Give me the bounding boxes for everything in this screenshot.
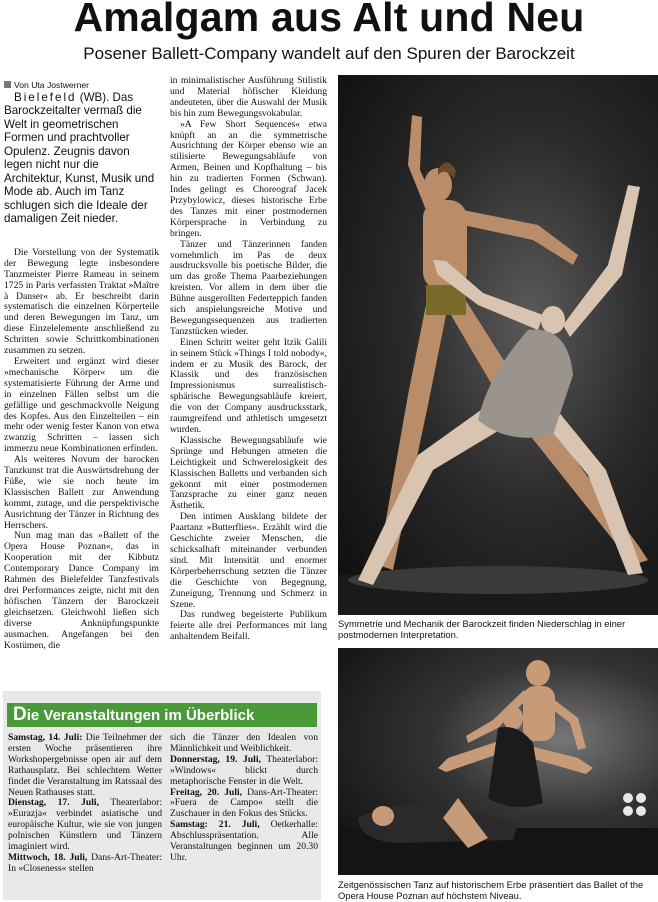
subheadline: Posener Ballett-Company wandelt auf den Spuren der Barockzeit (83, 44, 575, 63)
square-icon (4, 81, 11, 88)
body-paragraph: Einen Schritt weiter geht Itzik Galili in seinem Stück »Things I told nobody«, indem er zu Musik des Barock, der Klassik und des französischen Impressionismus surrealistisch-sphärische Bewegungsabläufe kreiert, die von der Company ausdrucksstark, raumgreifend und athletisch umgesetzt wurden. (170, 336, 327, 435)
events-box-title (7, 703, 317, 727)
byline-text: Von Uta Jostwerner (14, 80, 89, 90)
lead-paragraph (4, 91, 159, 226)
event-entry: sich die Tänzer den Idealen von Männlichkeit und Weiblichkeit. (170, 732, 318, 754)
dancers-illustration-2 (338, 648, 658, 875)
body-paragraph: »A Few Short Sequences« etwa knüpft an an die symmetrische Ausrichtung der Körper ebenso wie an stilisierte Bewegungsabläufe von Armen, Beinen und Kopfhaltung – bis hin zu tradierten Formen (Schwan). Indes gelingt es Choreograf Jacek Przybylowicz, dieses historische Erbe des Tanzes mit einer postmodernen Körpersprache in Verbindung zu bringen. (170, 118, 327, 239)
event-entry: Freitag, 20. Juli, Dans-Art-Theater: »Fuera de Campo« stellt die Zuschauer in den Fokus des Stücks. (170, 786, 318, 820)
title-rest: ie Veranstaltungen im Überblick (26, 707, 255, 724)
photo-caption-2: Zeitgenössischen Tanz auf historischem Erbe präsentiert das Ballet of the Opera House Poznan auf höchstem Niveau. (338, 879, 644, 902)
event-entry: Mittwoch, 18. Juli, Dans-Art-Theater: In »Closeness« stellen (8, 851, 162, 874)
events-left-column (8, 733, 162, 875)
headline: Amalgam aus Alt und Neu (73, 0, 585, 40)
body-paragraph: Die Vorstellung von der Systematik der Bewegung legte insbesondere Tanzmeister Pierre Rameau in seinem 1725 in Paris verfassten Traktat »Maître à Danser« ab. Er beschreibt darin systematisch die einzelnen Körperteile und deren Bewegungen im Tanz, um diese Einzelelemente anschließend zu Schritten sowie Schrittkombinationen zusammen zu setzen. (4, 246, 159, 357)
event-entry: Samstag, 14. Juli: Die Teilnehmer der ersten Woche präsentieren ihre Workshopergebnisse open air auf dem Rathausplatz. Bei schlechtem Wetter findet die Veranstaltung im Ratssaal des Neuen Rathauses statt. (8, 732, 163, 798)
body-paragraph: Klassische Bewegungsabläufe wie Sprünge und Hebungen atmeten die Leichtigkeit und Schwerelosigkeit des Klassischen Balletts und verbanden sich gekonnt mit einer postmodernen Tanzsprache zu einer ganz neuen Ästhetik. (170, 434, 327, 512)
body-paragraph: Den intimen Ausklang bildete der Paartanz »Butterflies«. Erzählt wird die Geschichte zweier Menschen, die schicksalhaft miteinander verbunden sind. Mit Intensität und enormer Körperbeherrschung setzten die Tänzer die Geschichte von Begegnung, Zuneigung, Trennung und Schmerz in Szene. (170, 511, 327, 610)
body-paragraph: Tänzer und Tänzerinnen fanden vornehmlich im Pas de deux ausdrucksvolle bis poetische Bilder, die um das große Thema Paarbeziehungen kreisten. Vor allem in dem über die Bühne ausgerollten Federteppich fanden sich anspielungsreiche Motive und Bewegungssequenzen aus tradierten Tanzstücken wieder. (170, 238, 327, 337)
event-entry: Samstag: 21. Juli, Oetkerhalle: Abschlusspräsentation. Alle Veranstaltungen beginnen um 20.30 Uhr. (170, 819, 318, 863)
article-column-2 (170, 76, 327, 643)
byline (4, 80, 159, 91)
body-paragraph: Nun mag man das »Ballett of the Opera House Poznan«, das in Kooperation mit der Kibbutz Contemporary Dance Company im Rahmen des Bielefelder Tanzfestivals drei Performances zeigte, nicht mit den höfischen Tänzern der Barockzeit gleichsetzen. Gleichwohl ließen sich diverse Anknüpfungspunkte ausmachen. Angefangen bei den Kostümen, die (4, 530, 159, 651)
event-entry: Dienstag, 17. Juli, Theaterlabor: »Eurazja« verbindet asiatische und europäische Kultur, wie sie von jungen polnischen Künstlern und Tänzern imaginiert wird. (8, 797, 162, 853)
body-paragraph: in minimalistischer Ausführung Stilistik und Material höfischer Kleidung andeuteten, über die Auswahl der Musik bis hin zum Bewegungsvokabular. (170, 75, 327, 119)
event-entry: Donnerstag, 19. Juli, Theaterlabor: »Windows« blickt durch metaphorische Fenster in die Welt. (170, 753, 318, 787)
lead-text: (WB). Das Barockzeitalter vermaß die Welt in geometrischen Formen und prachtvoller Opulenz. Zeugnis davon legen nicht nur die Architektur, Kunst, Musik und Mode ab. Auch im Tanz schlugen sich die Ideale der damaligen Zeit nieder. (4, 90, 155, 226)
ballet-pair-photo (338, 75, 658, 615)
title-initial: D (13, 704, 27, 725)
body-paragraph: Erweitert und ergänzt wird dieser »mechanische Körper« um die systematisierte Führung der Arme und in einzelnen Fällen selbst um die gefällige und geschmackvolle Neigung des Kopfes. Aus den Einzelteilen – ein mehr oder wenig fester Kanon von etwa zwanzig Schritten – lassen sich immerzu neue Kombinationen erfinden. (4, 355, 159, 455)
dateline: Bielefeld (14, 90, 77, 104)
contemporary-dance-photo (338, 648, 658, 875)
body-paragraph: Als weiteres Novum der barocken Tanzkunst trat die Auswärtsdrehung der Füße, wie sie noch heute im Klassischen Ballett zur Anwendung kommt, zutage, und die perspektivische Ausrichtung der Tänzer in Richtung des Herrschers. (4, 454, 159, 531)
photo-caption-1: Symmetrie und Mechanik der Barockzeit finden Niederschlag in einer postmodernen Interpretation. (338, 618, 626, 641)
article-column-1 (4, 80, 159, 651)
events-right-column (170, 733, 318, 864)
body-paragraph: Das rundweg begeisterte Publikum feierte alle drei Performances mit lang anhaltendem Beifall. (170, 609, 327, 643)
dancers-illustration (338, 75, 658, 615)
